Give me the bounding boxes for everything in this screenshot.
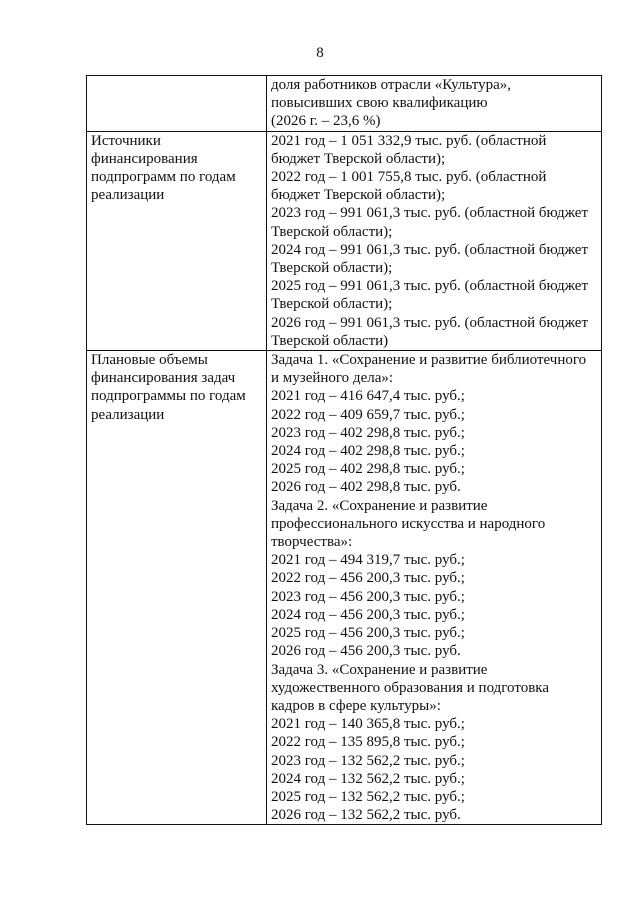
row-value-line: Тверской области); bbox=[271, 260, 393, 277]
row-value-line: 2024 год – 402 298,8 тыс. руб.; bbox=[271, 443, 465, 460]
row-label-line: финансирования bbox=[91, 150, 198, 167]
row-value-line: 2025 год – 402 298,8 тыс. руб.; bbox=[271, 461, 465, 478]
row-value-line: 2022 год – 456 200,3 тыс. руб.; bbox=[271, 570, 465, 587]
row-value-line: кадров в сфере культуры»: bbox=[271, 697, 441, 714]
row-label-cell bbox=[87, 351, 267, 825]
row-value-line: 2023 год – 456 200,3 тыс. руб.; bbox=[271, 588, 465, 605]
table-row bbox=[87, 131, 602, 350]
row-value-cell bbox=[267, 351, 602, 825]
page-number: 8 bbox=[316, 45, 324, 61]
row-value-line: доля работников отрасли «Культура», bbox=[271, 77, 511, 93]
row-value-line: 2022 год – 1 001 755,8 тыс. руб. (областной bbox=[271, 169, 547, 186]
row-value-line: 2026 год – 132 562,2 тыс. руб. bbox=[271, 807, 461, 824]
row-label-line: реализации bbox=[91, 187, 165, 204]
row-label-cell bbox=[87, 131, 267, 350]
row-value-line: 2023 год – 991 061,3 тыс. руб. (областной бюджет bbox=[271, 205, 589, 222]
row-value-line: 2023 год – 132 562,2 тыс. руб.; bbox=[271, 752, 465, 769]
row-value-line: (2026 г. – 23,6 %) bbox=[271, 113, 381, 130]
row-value-line: 2026 год – 402 298,8 тыс. руб. bbox=[271, 479, 461, 496]
row-label-line: подпрограмм по годам bbox=[91, 169, 236, 186]
row-label-line: Плановые объемы bbox=[91, 352, 208, 369]
row-value-line: 2022 год – 135 895,8 тыс. руб.; bbox=[271, 734, 465, 751]
row-value-line: 2026 год – 991 061,3 тыс. руб. (областной бюджет bbox=[271, 314, 589, 331]
row-value-line: 2024 год – 991 061,3 тыс. руб. (областной бюджет bbox=[271, 241, 589, 258]
row-value-line: 2025 год – 456 200,3 тыс. руб.; bbox=[271, 625, 465, 642]
row-value-cell bbox=[267, 131, 602, 350]
row-value-line: Задача 3. «Сохранение и развитие bbox=[271, 661, 488, 678]
row-value-line: Задача 2. «Сохранение и развитие bbox=[271, 497, 488, 514]
row-value-line: бюджет Тверской области); bbox=[271, 150, 446, 167]
row-value-line: повысивших свою квалификацию bbox=[271, 95, 488, 112]
row-value-line: 2021 год – 494 319,7 тыс. руб.; bbox=[271, 552, 465, 569]
row-value-line: 2024 год – 132 562,2 тыс. руб.; bbox=[271, 770, 465, 787]
row-label-line: Источники bbox=[91, 132, 161, 149]
row-value-line: Тверской области); bbox=[271, 296, 393, 313]
row-value-line: Задача 1. «Сохранение и развитие библиотечного bbox=[271, 352, 587, 369]
row-value-line: 2021 год – 1 051 332,9 тыс. руб. (областной bbox=[271, 132, 547, 149]
row-value-cell bbox=[267, 76, 602, 132]
row-value-line: Тверской области) bbox=[271, 332, 389, 349]
row-value-line: 2021 год – 140 365,8 тыс. руб.; bbox=[271, 716, 465, 733]
row-value-line: 2025 год – 132 562,2 тыс. руб.; bbox=[271, 788, 465, 805]
row-value-line: 2026 год – 456 200,3 тыс. руб. bbox=[271, 643, 461, 660]
row-value-line: художественного образования и подготовка bbox=[271, 679, 550, 696]
table-row bbox=[87, 76, 602, 132]
row-label-line: финансирования задач bbox=[91, 370, 236, 387]
row-value-line: творчества»: bbox=[271, 534, 353, 551]
table-body bbox=[87, 76, 602, 825]
row-value-line: 2025 год – 991 061,3 тыс. руб. (областной бюджет bbox=[271, 278, 589, 295]
row-value-line: Тверской области); bbox=[271, 223, 393, 240]
passport-table bbox=[86, 75, 602, 825]
row-label-line: реализации bbox=[91, 406, 165, 423]
row-value-line: и музейного дела»: bbox=[271, 370, 394, 387]
row-value-line: профессионального искусства и народного bbox=[271, 515, 546, 532]
row-value-line: бюджет Тверской области); bbox=[271, 187, 446, 204]
row-value-line: 2022 год – 409 659,7 тыс. руб.; bbox=[271, 406, 465, 423]
row-value-line: 2021 год – 416 647,4 тыс. руб.; bbox=[271, 388, 465, 405]
table-row bbox=[87, 351, 602, 825]
row-label-line: подпрограммы по годам bbox=[91, 388, 246, 405]
row-value-line: 2023 год – 402 298,8 тыс. руб.; bbox=[271, 424, 465, 441]
row-label-cell bbox=[87, 76, 267, 132]
row-value-line: 2024 год – 456 200,3 тыс. руб.; bbox=[271, 606, 465, 623]
